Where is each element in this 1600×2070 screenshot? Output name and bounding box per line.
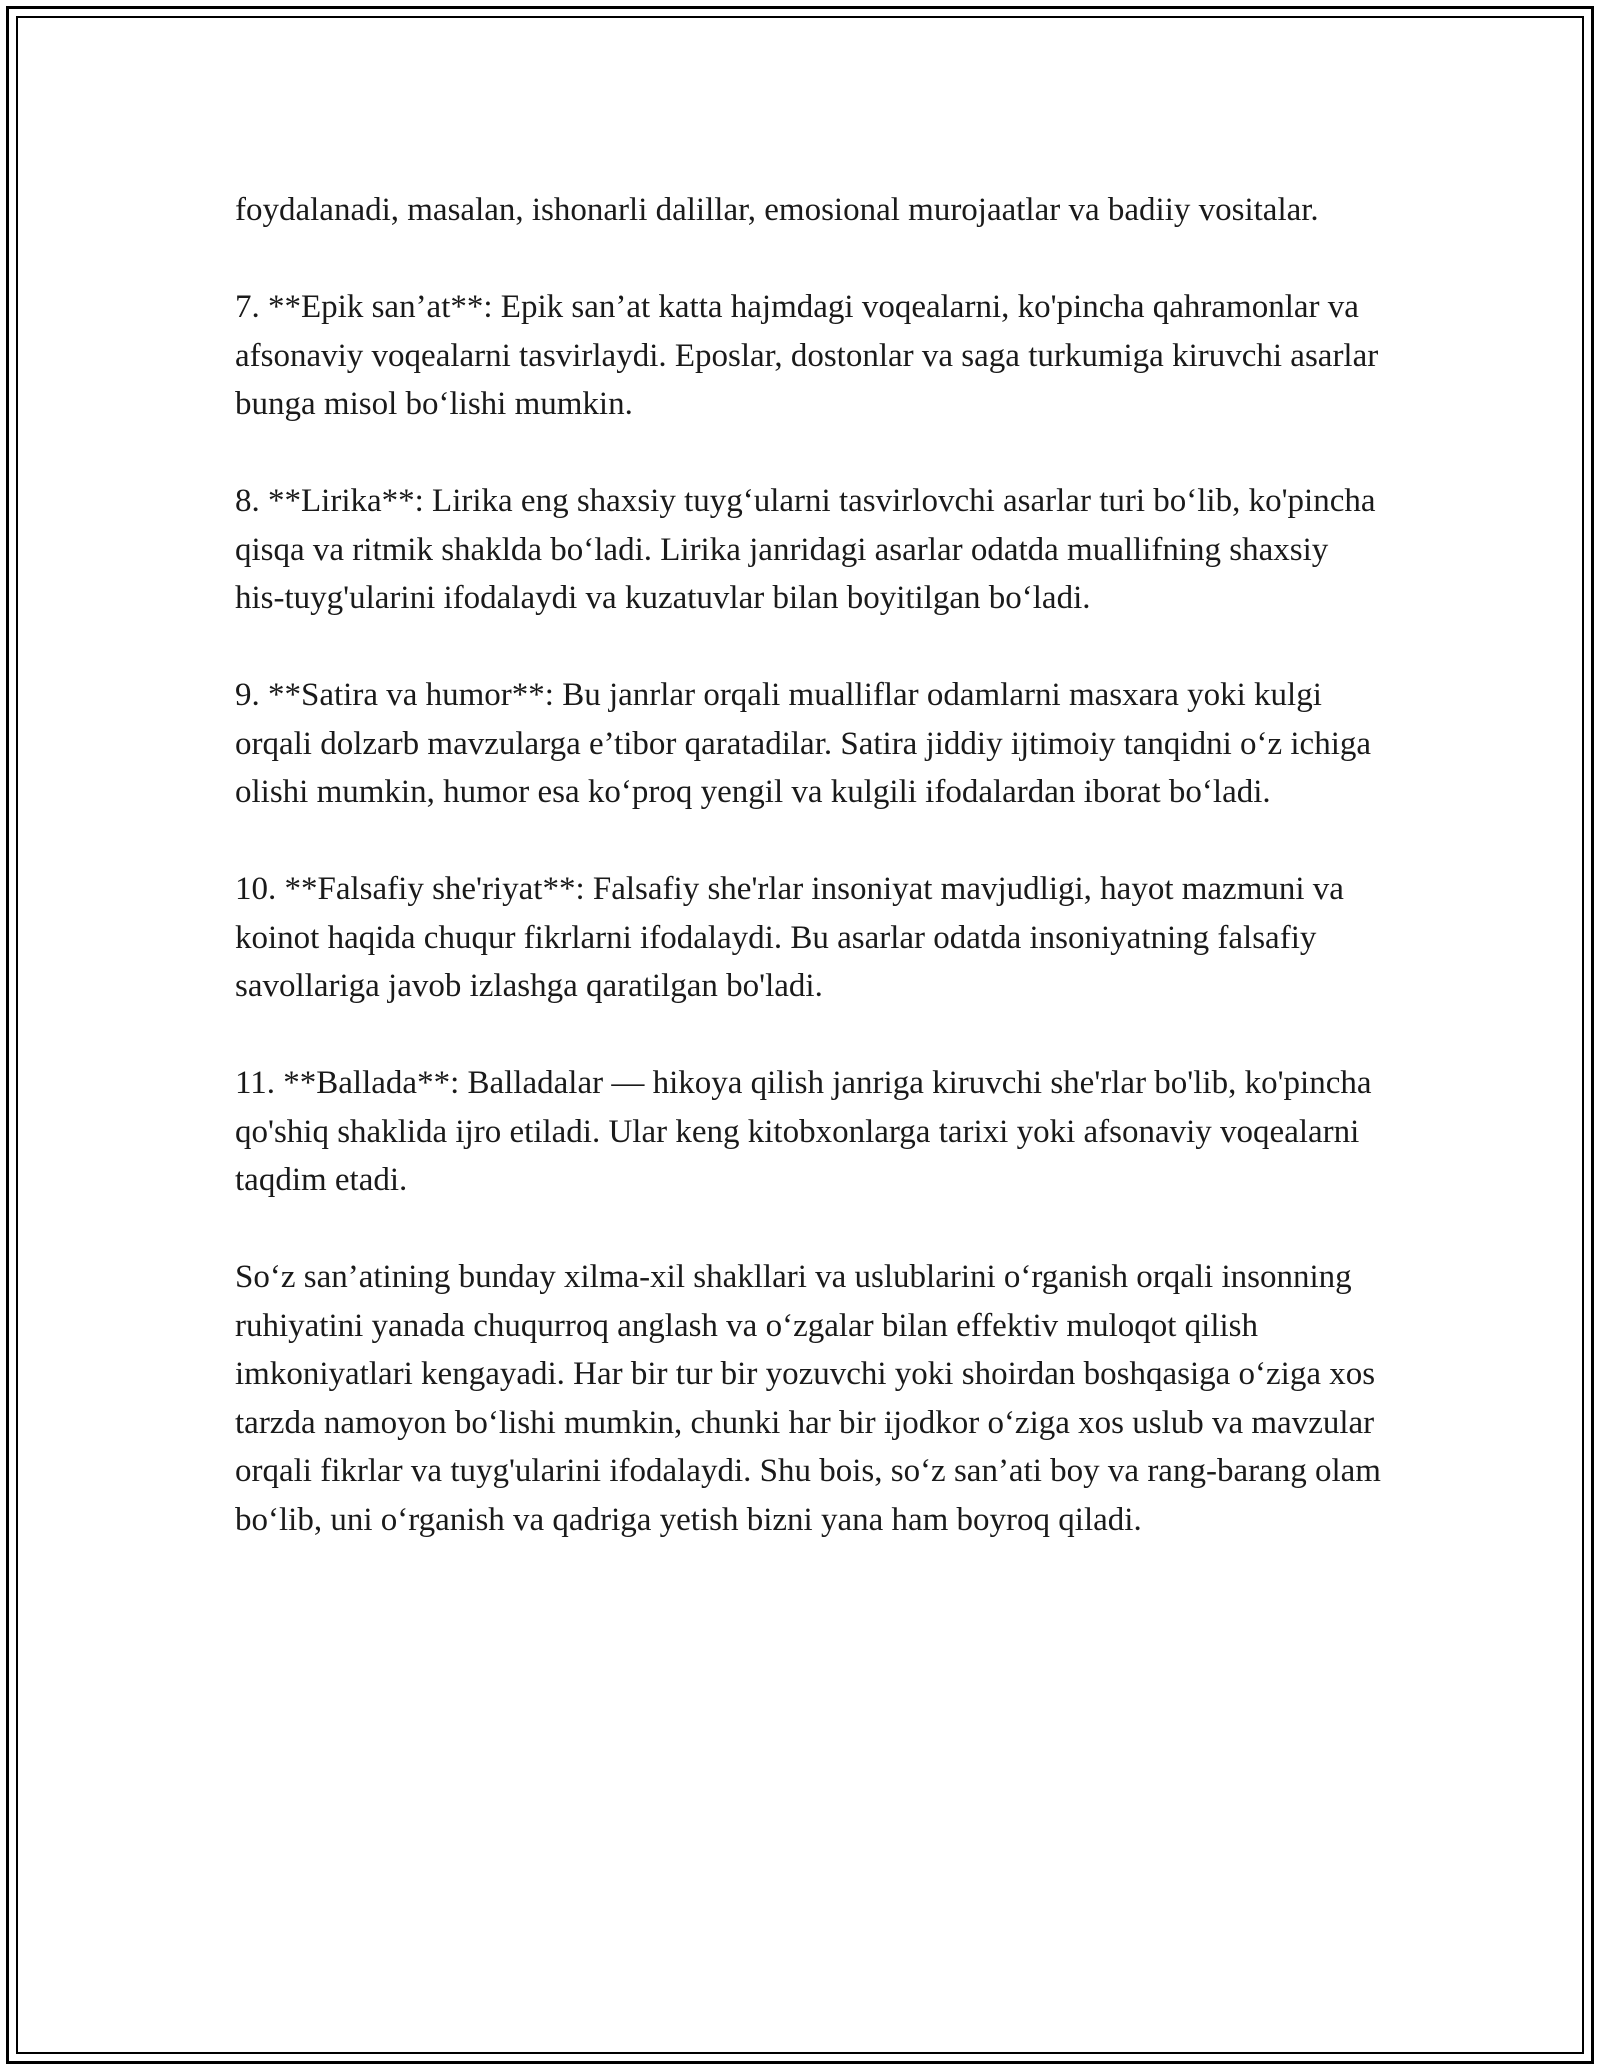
- paragraph-falsafiy-sheriyat: 10. **Falsafiy she'riyat**: Falsafiy she'rlar insoniyat mavjudligi, hayot mazmuni va koinot haqida chuqur fikrlarni ifodalaydi. Bu asarlar odatda insoniyatning falsafiy savollariga javob izlashga qaratilgan bo'ladi.: [235, 871, 1344, 1004]
- paragraph-satira-humor: 9. **Satira va humor**: Bu janrlar orqali mualliflar odamlarni masxara yoki kulgi orqali dolzarb mavzularga e’tibor qaratadilar. Satira jiddiy ijtimoiy tanqidni o‘z ichiga olishi mumkin, humor esa ko‘proq yengil va kulgili ifodalardan iborat bo‘ladi.: [235, 677, 1372, 810]
- paragraph-lirika: 8. **Lirika**: Lirika eng shaxsiy tuyg‘ularni tasvirlovchi asarlar turi bo‘lib, ko'pincha qisqa va ritmik shaklda bo‘ladi. Lirika janridagi asarlar odatda muallifning shaxsiy his-tuyg'ularini ifodalaydi va kuzatuvlar bilan boyitilgan bo‘ladi.: [235, 483, 1376, 616]
- paragraph-continuation: foydalanadi, masalan, ishonarli dalillar, emosional murojaatlar va badiiy vositalar.: [235, 192, 1319, 228]
- document-body: [235, 186, 1385, 1544]
- paragraph-epik-sanat: 7. **Epik san’at**: Epik san’at katta hajmdagi voqealarni, ko'pincha qahramonlar va afsonaviy voqealarni tasvirlaydi. Eposlar, dostonlar va saga turkumiga kiruvchi asarlar bunga misol bo‘lishi mumkin.: [235, 289, 1379, 422]
- paragraph-ballada: 11. **Ballada**: Balladalar — hikoya qilish janriga kiruvchi she'rlar bo'lib, ko'pincha qo'shiq shaklida ijro etiladi. Ular keng kitobxonlarga tarixi yoki afsonaviy voqealarni taqdim etadi.: [235, 1065, 1372, 1198]
- paragraph-conclusion: So‘z san’atining bunday xilma-xil shakllari va uslublarini o‘rganish orqali insonning ruhiyatini yanada chuqurroq anglash va o‘zgalar bilan effektiv muloqot qilish imkoniyatlari kengayadi. Har bir tur bir yozuvchi yoki shoirdan boshqasiga o‘ziga xos tarzda namoyon bo‘lishi mumkin, chunki har bir ijodkor o‘ziga xos uslub va mavzular orqali fikrlar va tuyg'ularini ifodalaydi. Shu bois, so‘z san’ati boy va rang-barang olam bo‘lib, uni o‘rganish va qadriga yetish bizni yana ham boyroq qiladi.: [235, 1259, 1381, 1538]
